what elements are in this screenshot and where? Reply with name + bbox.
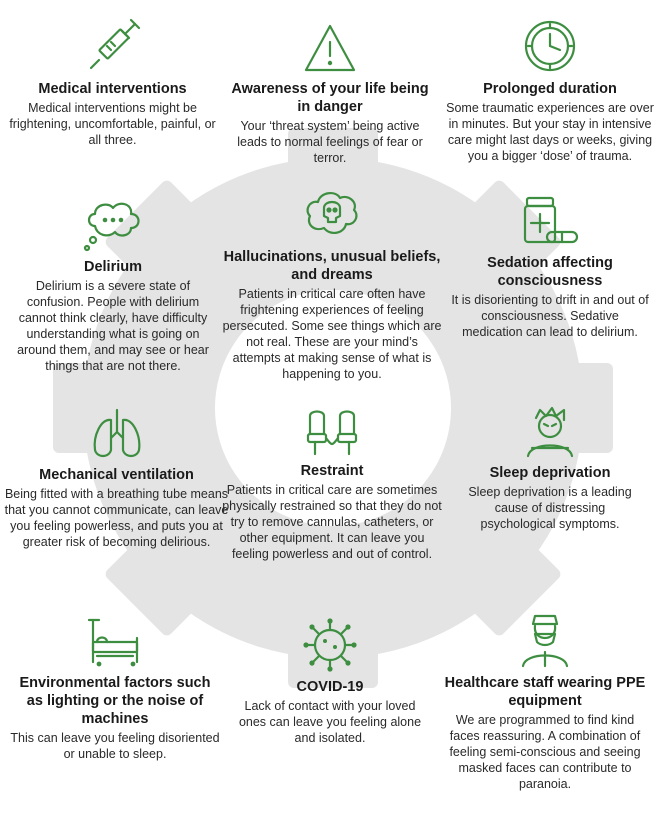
card-body: Being fitted with a breathing tube means that you cannot communicate, can leave you feeling powerless, and puts you at greater risk of becoming delirious. [4,487,229,549]
card-body: Sleep deprivation is a leading cause of distressing psychological symptoms. [468,485,632,531]
card-sleep-deprivation [460,404,640,532]
card-environmental-factors [10,612,220,762]
tired-person-icon [520,404,580,460]
skull-cloud-icon [302,188,362,244]
lungs-icon [87,406,147,462]
card-title: Awareness of your life being in danger [231,81,429,115]
card-title: Sleep deprivation [489,465,611,481]
card-medical-interventions [5,16,220,148]
card-title: Medical interventions [38,81,187,97]
thought-bubble-icon [81,196,145,254]
syringe-icon [83,16,143,76]
card-covid-19 [230,616,430,746]
card-body: Patients in critical care are sometimes physically restrained so that they do not try to remove cannulas, catheters, or other equipment. It can leave you feeling powerless and out of control. [222,483,442,561]
card-mechanical-ventilation [4,406,229,550]
card-body: Some traumatic experiences are over in minutes. But your stay in intensive care might last days or weeks, giving you a bigger ‘dose’ of trauma. [446,101,654,163]
card-body: Lack of contact with your loved ones can leave you feeling alone and isolated. [238,699,422,745]
virus-icon [300,616,360,674]
card-title: Healthcare staff wearing PPE equipment [444,675,646,709]
card-title: Sedation affecting consciousness [487,255,613,289]
card-restraint [222,402,442,562]
card-body: We are programmed to find kind faces reassuring. A combination of feeling semi-conscious and seeing masked faces can contribute to paranoia. [449,713,641,791]
card-body: Patients in critical care often have frightening experiences of feeling persecuted. Some see things which are not real. These are your mind’s attempts at making sense of what is happening to you. [222,287,442,381]
card-body: Delirium is a severe state of confusion. People with delirium cannot think clearly, have difficulty understanding what is going on around them, and may see or hear things that are not there. [17,279,209,373]
card-title: Mechanical ventilation [39,467,194,483]
medication-icon [515,192,585,250]
restrained-hands-icon [300,402,364,458]
card-awareness-of-danger [230,20,430,166]
masked-nurse-icon [515,612,575,670]
card-title: Hallucinations, unusual beliefs, and dreams [223,249,441,283]
card-title: Restraint [300,463,364,479]
card-healthcare-staff-ppe [440,612,650,792]
card-body: Your ‘threat system’ being active leads to normal feelings of fear or terror. [237,119,423,165]
warning-triangle-icon [300,20,360,76]
card-title: COVID-19 [296,679,364,695]
clock-icon [520,16,580,76]
card-hallucinations [222,188,442,382]
card-title: Environmental factors such as lighting or the noise of machines [19,675,211,727]
card-body: Medical interventions might be frightening, uncomfortable, painful, or all three. [9,101,216,147]
card-sedation [450,192,650,340]
card-delirium [8,196,218,374]
card-title: Delirium [83,259,142,275]
card-body: This can leave you feeling disoriented or unable to sleep. [10,731,220,761]
card-prolonged-duration [440,16,660,164]
card-body: It is disorienting to drift in and out of consciousness. Sedative medication can lead to delirium. [451,293,649,339]
card-title: Prolonged duration [483,81,617,97]
hospital-bed-icon [83,612,147,670]
